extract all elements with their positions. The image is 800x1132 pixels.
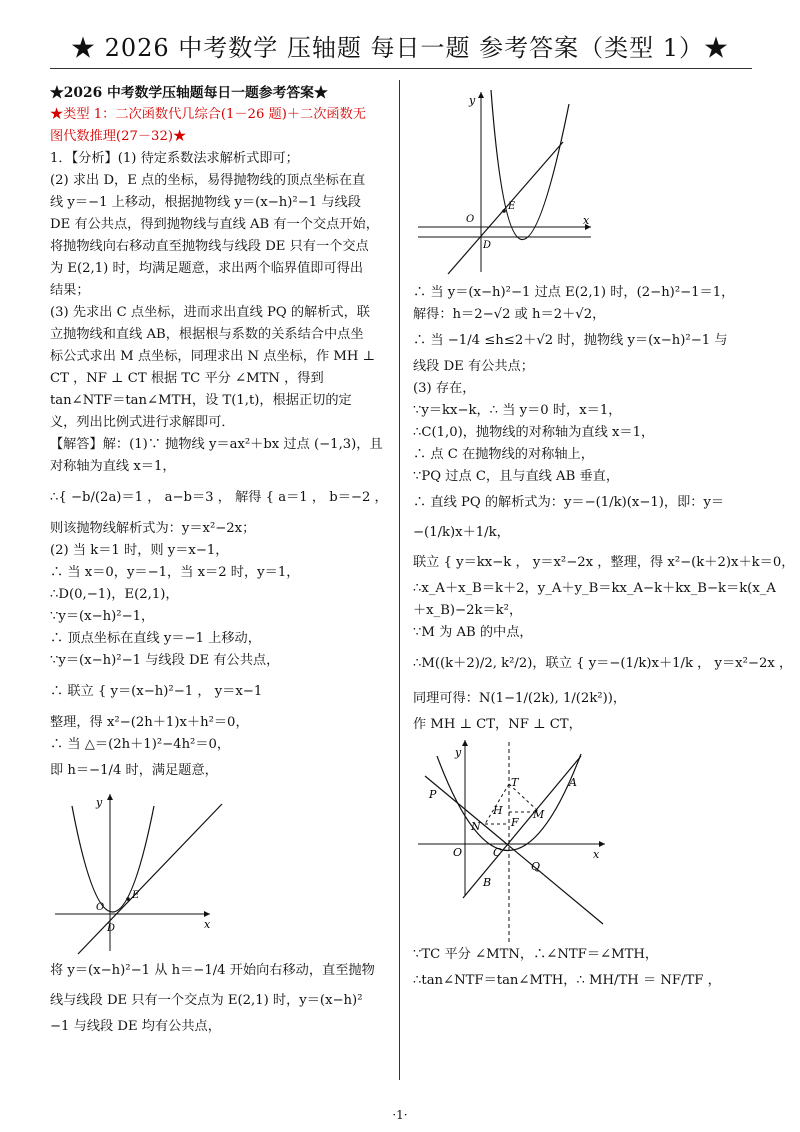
text-line: ∴C(1,0)，抛物线的对称轴为直线 x＝1，	[413, 425, 655, 440]
point-a-label: A	[569, 776, 577, 789]
text-line: 标公式求出 M 点坐标，同理求出 N 点坐标，作 MH ⊥	[50, 349, 375, 364]
parabola-figure-2	[413, 82, 755, 282]
text-line: 即 h＝−1/4 时，满足题意，	[50, 763, 218, 778]
text-line: ∴ 直线 PQ 的解析式为：y＝−(1/k)(x−1)，即：y＝	[413, 495, 725, 510]
point-b-label: B	[483, 876, 492, 889]
point-n-label: N	[471, 820, 481, 833]
text-line: 结果；	[50, 283, 90, 298]
text-line: ∵TC 平分 ∠MTN，∴∠NTF＝∠MTH，	[413, 947, 659, 962]
point-e-label: E	[132, 890, 140, 901]
point-t-label: T	[511, 776, 519, 789]
text-line: (3) 存在，	[413, 381, 476, 396]
text-line: ∴ 顶点坐标在直线 y＝−1 上移动，	[50, 631, 261, 646]
text-line: 将 y＝(x−h)²−1 从 h＝−1/4 开始向右移动，直至抛物	[50, 963, 375, 978]
text-line: 将抛物线向右移动直至抛物线与线段 DE 只有一个交点	[50, 239, 369, 254]
text-line: 线段 DE 有公共点；	[413, 359, 534, 374]
text-line: CT ，NF ⊥ CT 根据 TC 平分 ∠MTN ，得到	[50, 371, 324, 386]
text-line: ∴tan∠NTF＝tan∠MTH，∴ MH/TH ＝ NF/TF ，	[413, 973, 721, 988]
x-axis-label: x	[593, 848, 600, 861]
point-c-label: C	[493, 846, 502, 859]
y-axis-label: y	[96, 796, 103, 809]
text-line: ∵y＝(x−h)²−1 与线段 DE 有公共点，	[50, 653, 280, 668]
text-line: −1 与线段 DE 均有公共点，	[50, 1019, 221, 1034]
y-axis-label: y	[469, 94, 476, 107]
text-line: ∵PQ 过点 C，且与直线 AB 垂直，	[413, 469, 620, 484]
point-q-label: Q	[531, 860, 541, 873]
point-h-label: H	[493, 804, 503, 817]
text-line: 线与线段 DE 只有一个交点为 E(2,1) 时，y＝(x−h)²	[50, 993, 363, 1008]
text-line: ∵y＝(x−h)²−1，	[50, 609, 155, 624]
text-line: ∵M 为 AB 的中点，	[413, 625, 533, 640]
text-line: ∴ 当 −1/4 ≤h≤2＋√2 时，抛物线 y＝(x−h)²−1 与	[413, 333, 728, 348]
x-axis-label: x	[583, 214, 590, 227]
text-line: ∴x_A＋x_B＝k＋2，y_A＋y_B＝kx_A−k＋kx_B−k＝k(x_A	[413, 581, 776, 596]
type-heading-line2: 图代数推理(27－32)★	[50, 129, 187, 144]
text-line: 立抛物线和直线 AB，根据根与系数的关系结合中点坐	[50, 327, 364, 342]
text-line: 线 y＝−1 上移动，根据抛物线 y＝(x−h)²−1 与线段	[50, 195, 361, 210]
origin-label: O	[96, 902, 105, 913]
point-p-label: P	[429, 788, 437, 801]
text-line: ∵y＝kx−k，∴ 当 y＝0 时，x＝1，	[413, 403, 622, 418]
text-line: ∴D(0,−1)，E(2,1)，	[50, 587, 179, 602]
text-line: ∴ 点 C 在抛物线的对称轴上，	[413, 447, 594, 462]
text-line: ∴ 当 y＝(x−h)²−1 过点 E(2,1) 时，(2−h)²−1＝1，	[413, 285, 735, 300]
point-d-label: D	[483, 240, 492, 251]
page-number: ·1·	[392, 1108, 408, 1122]
point-m-label: M	[533, 808, 545, 821]
text-line: ∴ 当 x＝0，y＝−1，当 x＝2 时，y＝1，	[50, 565, 300, 580]
text-line: (2) 求出 D，E 点的坐标，易得抛物线的顶点坐标在直	[50, 173, 366, 188]
text-line: −(1/k)x＋1/k，	[413, 525, 510, 540]
point-f-label: F	[511, 816, 519, 829]
text-line: (3) 先求出 C 点坐标，进而求出直线 PQ 的解析式，联	[50, 305, 370, 320]
text-line: 整理，得 x²−(2h＋1)x＋h²＝0，	[50, 715, 249, 730]
point-e-label: E	[508, 201, 516, 212]
origin-label: O	[453, 846, 463, 859]
answer-line: 【解答】解：(1)∵ 抛物线 y＝ax²＋bx 过点 (−1,3)，且	[50, 437, 383, 452]
equation-system: ∴{ −b/(2a)＝1 ， a−b＝3 ， 解得 { a＝1 ， b＝−2 ，	[50, 490, 388, 505]
page-title: ★ 2026 中考数学 压轴题 每日一题 参考答案（类型 1）★	[70, 34, 730, 62]
text-line: ＋x_B)−2k＝k²，	[413, 603, 523, 618]
point-d-label: D	[107, 923, 116, 934]
origin-label: O	[466, 214, 475, 225]
text-line: 对称轴为直线 x＝1，	[50, 459, 176, 474]
header-rule	[50, 68, 752, 69]
text-line: 义，列出比例式进行求解即可．	[50, 415, 235, 430]
text-line: 1．【分析】(1) 待定系数法求解析式即可；	[50, 151, 299, 166]
text-line: 作 MH ⊥ CT，NF ⊥ CT，	[413, 717, 582, 732]
right-column	[413, 82, 795, 996]
text-line: ∴M((k＋2)/2, k²/2)，联立 { y＝−(1/k)x＋1/k ， y＝x²−2x ，	[413, 656, 793, 671]
x-axis-label: x	[204, 918, 211, 931]
text-line: 则该抛物线解析式为：y＝x²−2x；	[50, 521, 256, 536]
geometry-figure-3	[413, 736, 755, 944]
equation-system: 联立 { y＝kx−k ， y＝x²−2x ，整理，得 x²−(k＋2)x＋k＝0，	[413, 555, 795, 570]
type-heading-line1: ★类型 1：二次函数代几综合(1－26 题)＋二次函数无	[50, 107, 366, 122]
text-line: tan∠NTF＝tan∠MTH，设 T(1,t)，根据正切的定	[50, 393, 352, 408]
doc-title: ★2026 中考数学压轴题每日一题参考答案★	[50, 85, 328, 101]
equation-system: ∴ 联立 { y＝(x−h)²−1 ， y＝x−1	[50, 684, 263, 699]
text-line: (2) 当 k＝1 时，则 y＝x−1，	[50, 543, 229, 558]
text-line: 为 E(2,1) 时，均满足题意，求出两个临界值即可得出	[50, 261, 364, 276]
text-line: 同理可得：N(1−1/(2k), 1/(2k²))，	[413, 691, 627, 706]
y-axis-label: y	[455, 746, 462, 759]
text-line: DE 有公共点，得到抛物线与直线 AB 有一个交点开始，	[50, 217, 379, 232]
column-divider	[399, 80, 400, 1080]
text-line: ∴ 当 △＝(2h＋1)²−4h²＝0，	[50, 737, 231, 752]
text-line: 解得：h＝2−√2 或 h＝2＋√2，	[413, 307, 606, 322]
left-column	[50, 82, 390, 1038]
parabola-figure-1	[50, 786, 390, 956]
